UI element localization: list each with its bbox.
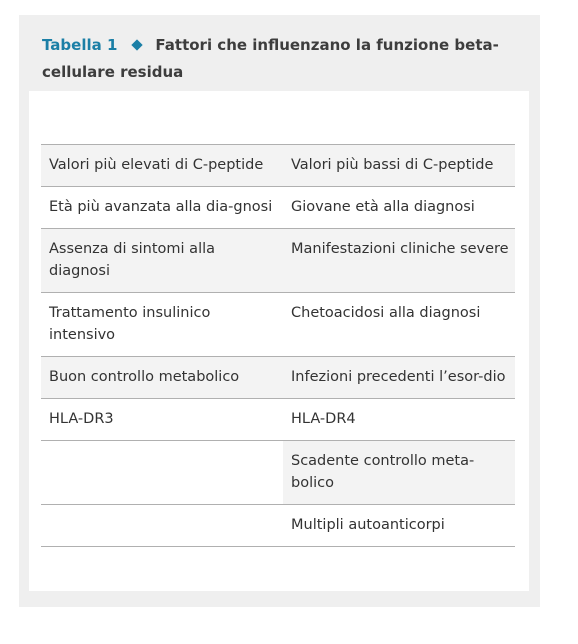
table-cell-right: Infezioni precedenti l’esor-dio bbox=[283, 357, 515, 399]
table-cell-right: Manifestazioni cliniche severe bbox=[283, 229, 515, 293]
table-cell-left: Età più avanzata alla dia-gnosi bbox=[41, 187, 283, 229]
table-row bbox=[41, 145, 515, 187]
table-row bbox=[41, 441, 515, 505]
table-row bbox=[41, 399, 515, 441]
table-cell-right: HLA-DR4 bbox=[283, 399, 515, 441]
table-cell-left: Buon controllo metabolico bbox=[41, 357, 283, 399]
table-cell-left: Assenza di sintomi alla diagnosi bbox=[41, 229, 283, 293]
table-cell-left bbox=[41, 505, 283, 547]
table-caption bbox=[42, 32, 522, 86]
factors-table bbox=[41, 144, 515, 547]
table-cell-right: Scadente controllo meta-bolico bbox=[283, 441, 515, 505]
table-row bbox=[41, 187, 515, 229]
table-panel bbox=[29, 91, 529, 591]
table-row bbox=[41, 357, 515, 399]
table-cell-left: Valori più elevati di C-peptide bbox=[41, 145, 283, 187]
table-label: Tabella 1 bbox=[42, 36, 118, 54]
table-cell-left bbox=[41, 441, 283, 505]
table-cell-right: Chetoacidosi alla diagnosi bbox=[283, 293, 515, 357]
table-cell-right: Valori più bassi di C-peptide bbox=[283, 145, 515, 187]
table-frame bbox=[19, 15, 540, 607]
table-row bbox=[41, 229, 515, 293]
table-cell-left: Trattamento insulinico intensivo bbox=[41, 293, 283, 357]
table-row bbox=[41, 505, 515, 547]
table-cell-left: HLA-DR3 bbox=[41, 399, 283, 441]
table-title: Fattori che influenzano la funzione beta-cellulare residua bbox=[42, 36, 499, 81]
table-cell-right: Giovane età alla diagnosi bbox=[283, 187, 515, 229]
table-row bbox=[41, 293, 515, 357]
diamond-icon bbox=[132, 39, 143, 50]
table-cell-right: Multipli autoanticorpi bbox=[283, 505, 515, 547]
